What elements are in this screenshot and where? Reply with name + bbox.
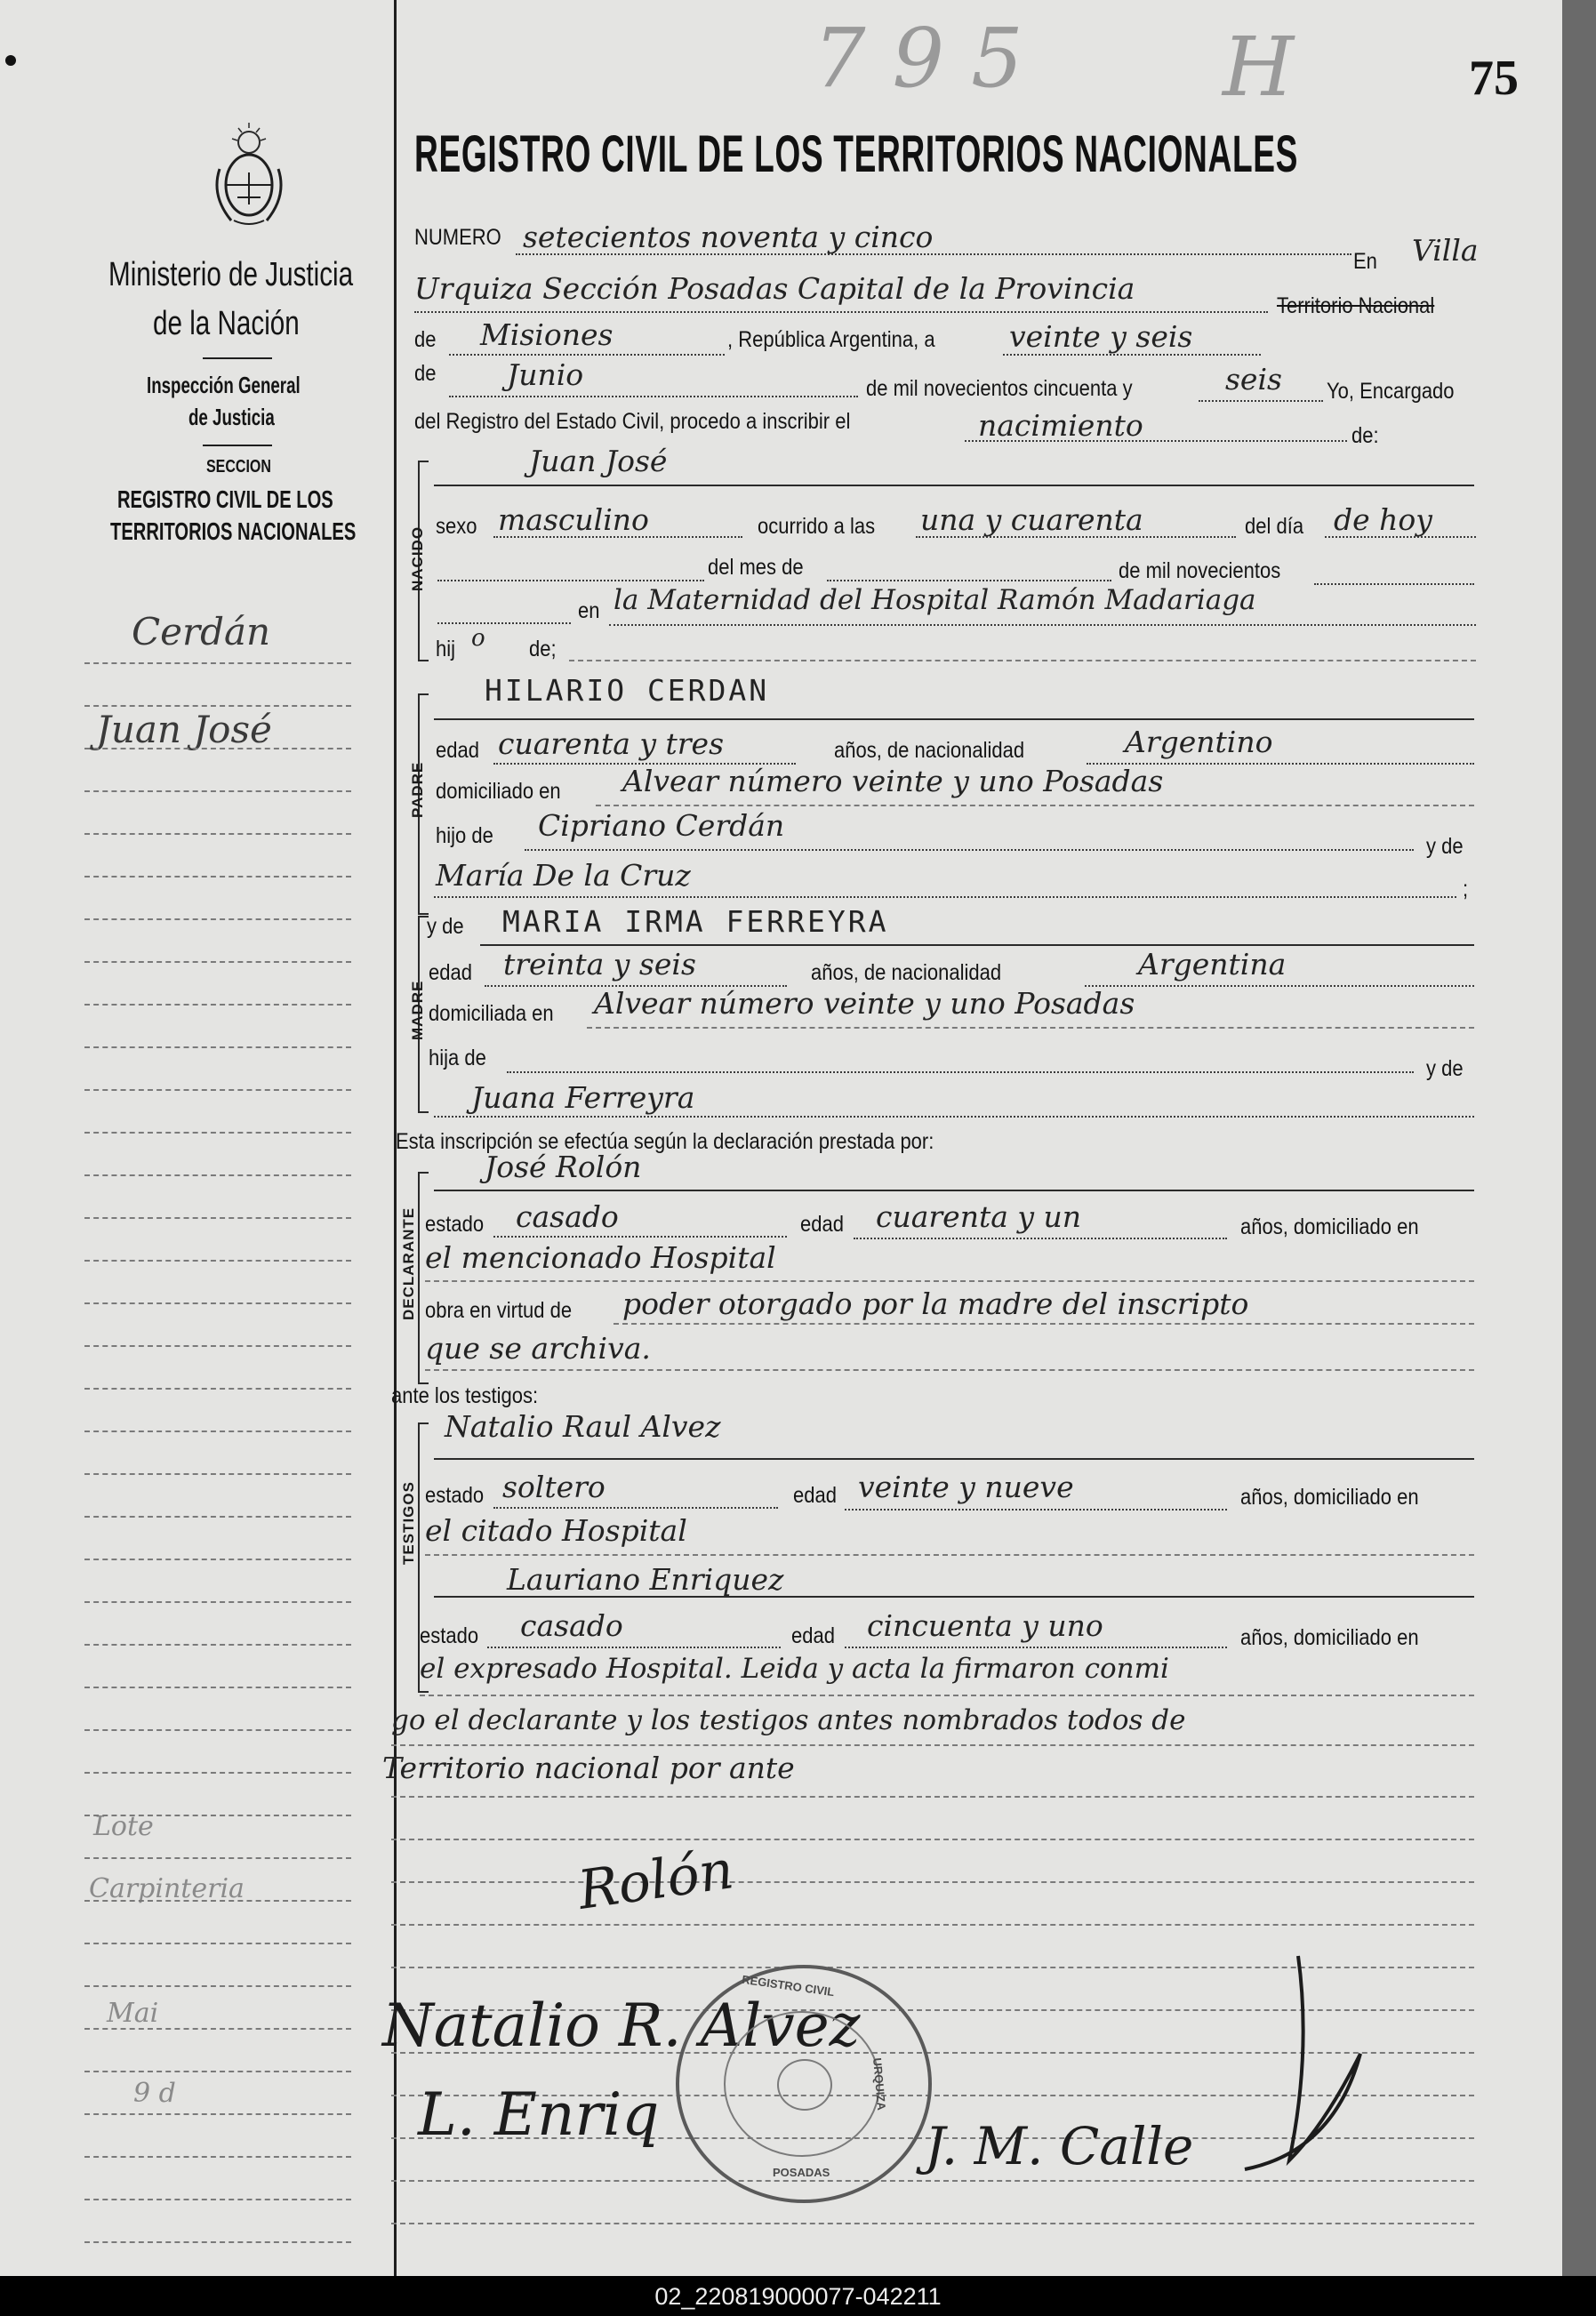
line-madre-padre (507, 1071, 1414, 1073)
label-de-mil-cincuenta: de mil novecientos cincuenta y (866, 376, 1133, 401)
section-label-padre: PADRE (409, 761, 426, 818)
label-domiciliada-en: domiciliada en (429, 1001, 554, 1026)
line-ano (1314, 583, 1474, 585)
inspection-line2: de Justicia (188, 404, 275, 430)
margin-note: 9 d (133, 2078, 176, 2109)
entry-madre-madre: Juana Ferreyra (471, 1080, 695, 1115)
margin-rule-line (84, 2156, 351, 2158)
rule-line (425, 1554, 1474, 1556)
section-label-nacido: NACIDO (409, 525, 426, 591)
sidebar (0, 0, 396, 2276)
margin-note: Carpinteria (89, 1873, 245, 1904)
entry-cierre-linea3: Territorio nacional por ante (382, 1751, 795, 1785)
margin-rule-line (84, 1644, 351, 1646)
label-yo-encargado: Yo, Encargado (1327, 379, 1455, 404)
margin-note: Lote (93, 1811, 154, 1842)
inspection-line1: Inspección General (147, 372, 301, 398)
entry-testigo1-edad: veinte y nueve (858, 1470, 1074, 1504)
sidebar-divider (203, 445, 272, 446)
stamp-text-right: URQUIZA (870, 2057, 889, 2112)
margin-rule-line (84, 1985, 351, 1987)
entry-testigo1-domicilio: el citado Hospital (425, 1513, 687, 1548)
entry-padre-padre: Cipriano Cerdán (538, 808, 785, 843)
margin-rule-line (84, 2199, 351, 2200)
label-estado: estado (425, 1212, 485, 1237)
label-domiciliado-en: domiciliado en (436, 779, 561, 804)
label-ante-testigos: ante los testigos: (391, 1383, 539, 1408)
section-label: SECCION (206, 457, 271, 477)
margin-rule-line (84, 1302, 351, 1304)
sidebar-divider (203, 357, 272, 359)
entry-madre-nombre: MARIA IRMA FERREYRA (502, 904, 889, 939)
label-del-mes: del mes de (708, 555, 804, 580)
label-y-de: y de (1426, 834, 1464, 859)
margin-rule-line (84, 2113, 351, 2115)
entry-testigo2-estado: casado (520, 1608, 623, 1643)
rule-line (425, 1369, 1474, 1371)
label-territorio-nacional: Territorio Nacional (1277, 293, 1435, 318)
official-stamp (676, 1965, 932, 2203)
label-hijo-de: hijo de (436, 823, 493, 848)
margin-rule-line (84, 1943, 351, 1944)
margin-rule-line (84, 2071, 351, 2072)
label-republica: , República Argentina, a (727, 327, 935, 352)
label-edad: edad (429, 960, 472, 985)
handwritten-record-number: 795 (814, 11, 1050, 106)
entry-declarante-estado: casado (516, 1199, 619, 1234)
signature-declarante: Rolón (573, 1839, 738, 1922)
section-label-madre: MADRE (409, 980, 426, 1040)
line-declarante-edad (854, 1238, 1227, 1239)
section-label-testigos: TESTIGOS (400, 1481, 417, 1565)
label-obra-en-virtud: obra en virtud de (425, 1298, 573, 1323)
entry-ano-fecha: seis (1225, 362, 1282, 397)
blank-rule-line (391, 2223, 1474, 2224)
line-testigo1-edad (845, 1509, 1227, 1511)
line-mes-fecha (449, 396, 858, 397)
entry-testigo1-estado: soltero (502, 1470, 606, 1504)
label-estado: estado (420, 1623, 479, 1648)
page-title: REGISTRO CIVIL DE LOS TERRITORIOS NACIONALES (414, 125, 1299, 183)
folio-number: 75 (1469, 51, 1519, 106)
document-code: 02_220819000077-042211 (654, 2283, 942, 2310)
handwritten-volume-letter: H (1223, 20, 1295, 115)
margin-rule-line (84, 1559, 351, 1560)
rule-line (614, 1323, 1474, 1325)
blank-rule-line (391, 1839, 1474, 1840)
margin-rule-line (84, 833, 351, 835)
section-line1: REGISTRO CIVIL DE LOS (117, 485, 333, 513)
label-de: de (414, 327, 437, 352)
coat-of-arms-icon (209, 116, 289, 231)
blank-rule-line (391, 1796, 1474, 1798)
page-edge (1562, 0, 1596, 2276)
entry-padre-domicilio: Alvear número veinte y uno Posadas (622, 764, 1164, 798)
line-madre-nombre (480, 944, 1474, 946)
label-edad: edad (436, 738, 479, 763)
line-provincia (449, 354, 725, 356)
line-testigo2-estado (487, 1647, 781, 1648)
line-declarante-nombre (434, 1190, 1474, 1191)
margin-rule-line (84, 1132, 351, 1134)
margin-rule-line (84, 1260, 351, 1262)
signature-encargado: J. M. Calle (925, 2116, 1194, 2176)
line-madre-nacionalidad (1085, 985, 1474, 987)
rule-line (391, 1744, 1474, 1746)
entry-testigo2-domicilio: el expresado Hospital. Leida y acta la firmaron conmi (420, 1653, 1169, 1685)
margin-rule-line (84, 1815, 351, 1816)
line-mes2 (827, 580, 1111, 581)
label-y-de-madre: y de (427, 914, 464, 939)
stamp-text-bottom: POSADAS (773, 2166, 830, 2179)
entry-testigo2-nombre: Lauriano Enriquez (507, 1562, 784, 1597)
label-del-registro: del Registro del Estado Civil, procedo a inscribir el (414, 409, 851, 434)
label-anos-domiciliado: años, domiciliado en (1240, 1625, 1419, 1650)
entry-padre-nacionalidad: Argentino (1125, 725, 1273, 759)
entry-hijo-letra: o (471, 625, 485, 652)
entry-acto: nacimiento (978, 408, 1143, 443)
entry-declarante-edad: cuarenta y un (876, 1199, 1082, 1234)
margin-rule-line (84, 2028, 351, 2030)
label-de-mil-novecientos: de mil novecientos (1119, 558, 1281, 583)
signature-testigo2: L. Enriq (418, 2080, 660, 2149)
sidebar-surname: Cerdán (132, 610, 271, 653)
margin-rule-line (84, 1857, 351, 1859)
footer-bar (0, 2276, 1596, 2316)
signature-testigo1: Natalio R. Alvez (382, 1991, 861, 2060)
blank-rule-line (391, 1924, 1474, 1926)
entry-declarante-domicilio: el mencionado Hospital (425, 1240, 776, 1275)
label-hij: hij (436, 637, 456, 661)
entry-poder-linea1: poder otorgado por la madre del inscripto (622, 1286, 1249, 1321)
punch-hole (5, 55, 16, 66)
line-lugar-pre (437, 622, 571, 624)
entry-madre-nacionalidad: Argentina (1138, 947, 1287, 982)
margin-rule-line (84, 1687, 351, 1688)
entry-provincia: Misiones (480, 317, 614, 352)
signature-flourish (1227, 1947, 1387, 2196)
entry-lugar: Villa (1412, 233, 1479, 268)
rule-line (596, 805, 1474, 806)
ministry-line2: de la Nación (153, 305, 300, 342)
label-de-colon: de: (1351, 423, 1379, 448)
entry-hora: una y cuarenta (920, 502, 1143, 537)
entry-poder-linea2: que se archiva. (425, 1331, 651, 1366)
label-ocurrido: ocurrido a las (758, 514, 876, 539)
entry-testigo2-edad: cincuenta y uno (867, 1608, 1103, 1643)
stamp-emblem (777, 2059, 832, 2111)
stamp-text-top: REGISTRO CIVIL (741, 1972, 836, 1999)
label-y-de: y de (1426, 1056, 1464, 1081)
label-edad: edad (800, 1212, 844, 1237)
rule-line (425, 1280, 1474, 1282)
blank-rule-line (391, 1881, 1474, 1883)
section-label-declarante: DECLARANTE (400, 1206, 417, 1320)
line-testigo2-edad (845, 1647, 1227, 1648)
margin-rule-line (84, 662, 351, 664)
margin-rule-line (84, 1004, 351, 1006)
label-inscripcion: Esta inscripción se efectúa según la declaración prestada por: (396, 1129, 934, 1154)
label-estado: estado (425, 1483, 485, 1508)
label-anos-domiciliado: años, domiciliado en (1240, 1485, 1419, 1510)
entry-numero: setecientos noventa y cinco (523, 220, 934, 254)
label-numero: NUMERO (414, 225, 501, 250)
line-testigo2-nombre (434, 1596, 1474, 1598)
entry-sexo: masculino (498, 502, 649, 537)
entry-nombre: Juan José (529, 444, 668, 478)
line-lugar (414, 311, 1268, 313)
label-de: de (414, 361, 437, 386)
margin-rule-line (84, 790, 351, 792)
line-mes (437, 580, 704, 581)
margin-rule-line (84, 2241, 351, 2243)
label-anos-nacionalidad: años, de nacionalidad (834, 738, 1025, 763)
label-anos-nacionalidad: años, de nacionalidad (811, 960, 1002, 985)
section-line2: TERRITORIOS NACIONALES (110, 517, 357, 545)
line-testigo1-estado (493, 1507, 778, 1509)
sidebar-given-names: Juan José (96, 708, 272, 751)
entry-declarante-nombre: José Rolón (485, 1150, 642, 1184)
margin-rule-line (84, 705, 351, 707)
line-ano-fecha (1199, 400, 1323, 402)
label-del-dia: del día (1245, 514, 1304, 539)
margin-rule-line (84, 1516, 351, 1518)
margin-rule-line (84, 1089, 351, 1091)
rule-line (587, 1027, 1474, 1029)
entry-padre-madre: María De la Cruz (436, 858, 691, 893)
line-testigo1-nombre (434, 1458, 1474, 1460)
margin-rule-line (84, 961, 351, 963)
entry-lugar-linea2: Urquiza Sección Posadas Capital de la Provincia (414, 271, 1135, 306)
line-dia-fecha (1003, 354, 1261, 356)
rule-line (420, 1695, 1474, 1696)
margin-rule-line (84, 1388, 351, 1390)
line-madre-madre (434, 1116, 1474, 1118)
margin-rule-line (84, 1473, 351, 1475)
margin-rule-line (84, 876, 351, 878)
line-nombre (434, 485, 1474, 486)
margin-rule-line (84, 1601, 351, 1603)
entry-lugar-nacimiento: la Maternidad del Hospital Ramón Madariaga (614, 584, 1256, 616)
label-sexo: sexo (436, 514, 477, 539)
label-edad: edad (791, 1623, 835, 1648)
entry-cierre-linea2: go el declarante y los testigos antes nombrados todos de (391, 1704, 1186, 1736)
label-hija-de: hija de (429, 1046, 486, 1070)
label-anos-domiciliado: años, domiciliado en (1240, 1214, 1419, 1239)
entry-madre-domicilio: Alvear número veinte y uno Posadas (594, 986, 1135, 1021)
line-padre-nombre (434, 718, 1474, 720)
entry-dia-fecha: veinte y seis (1009, 319, 1193, 354)
line-padre-madre (434, 896, 1456, 898)
entry-dia: de hoy (1334, 502, 1432, 537)
rule-line (569, 660, 1476, 661)
entry-mes-fecha: Junio (507, 357, 584, 392)
entry-padre-edad: cuarenta y tres (498, 726, 725, 761)
margin-rule-line (84, 1772, 351, 1774)
margin-rule-line (84, 918, 351, 920)
label-en: En (1353, 249, 1377, 274)
line-padre-padre (525, 849, 1414, 851)
margin-rule-line (84, 1345, 351, 1347)
line-declarante-estado (493, 1236, 787, 1238)
margin-rule-line (84, 1174, 351, 1176)
line-lugar-nacimiento (609, 624, 1476, 626)
margin-rule-line (84, 1729, 351, 1731)
entry-padre-nombre: HILARIO CERDAN (485, 673, 770, 708)
label-semicolon: ; (1463, 877, 1469, 902)
label-de-semicolon: de; (529, 637, 557, 661)
ministry-line1: Ministerio de Justicia (108, 256, 354, 293)
label-edad: edad (793, 1483, 837, 1508)
margin-rule-line (84, 748, 351, 749)
entry-madre-edad: treinta y seis (503, 947, 696, 982)
entry-testigo1-nombre: Natalio Raul Alvez (445, 1409, 721, 1444)
margin-rule-line (84, 1900, 351, 1902)
margin-rule-line (84, 1046, 351, 1048)
margin-rule-line (84, 1430, 351, 1432)
label-en: en (578, 598, 600, 623)
margin-note: Mai (107, 1998, 159, 2029)
margin-rule-line (84, 1217, 351, 1219)
